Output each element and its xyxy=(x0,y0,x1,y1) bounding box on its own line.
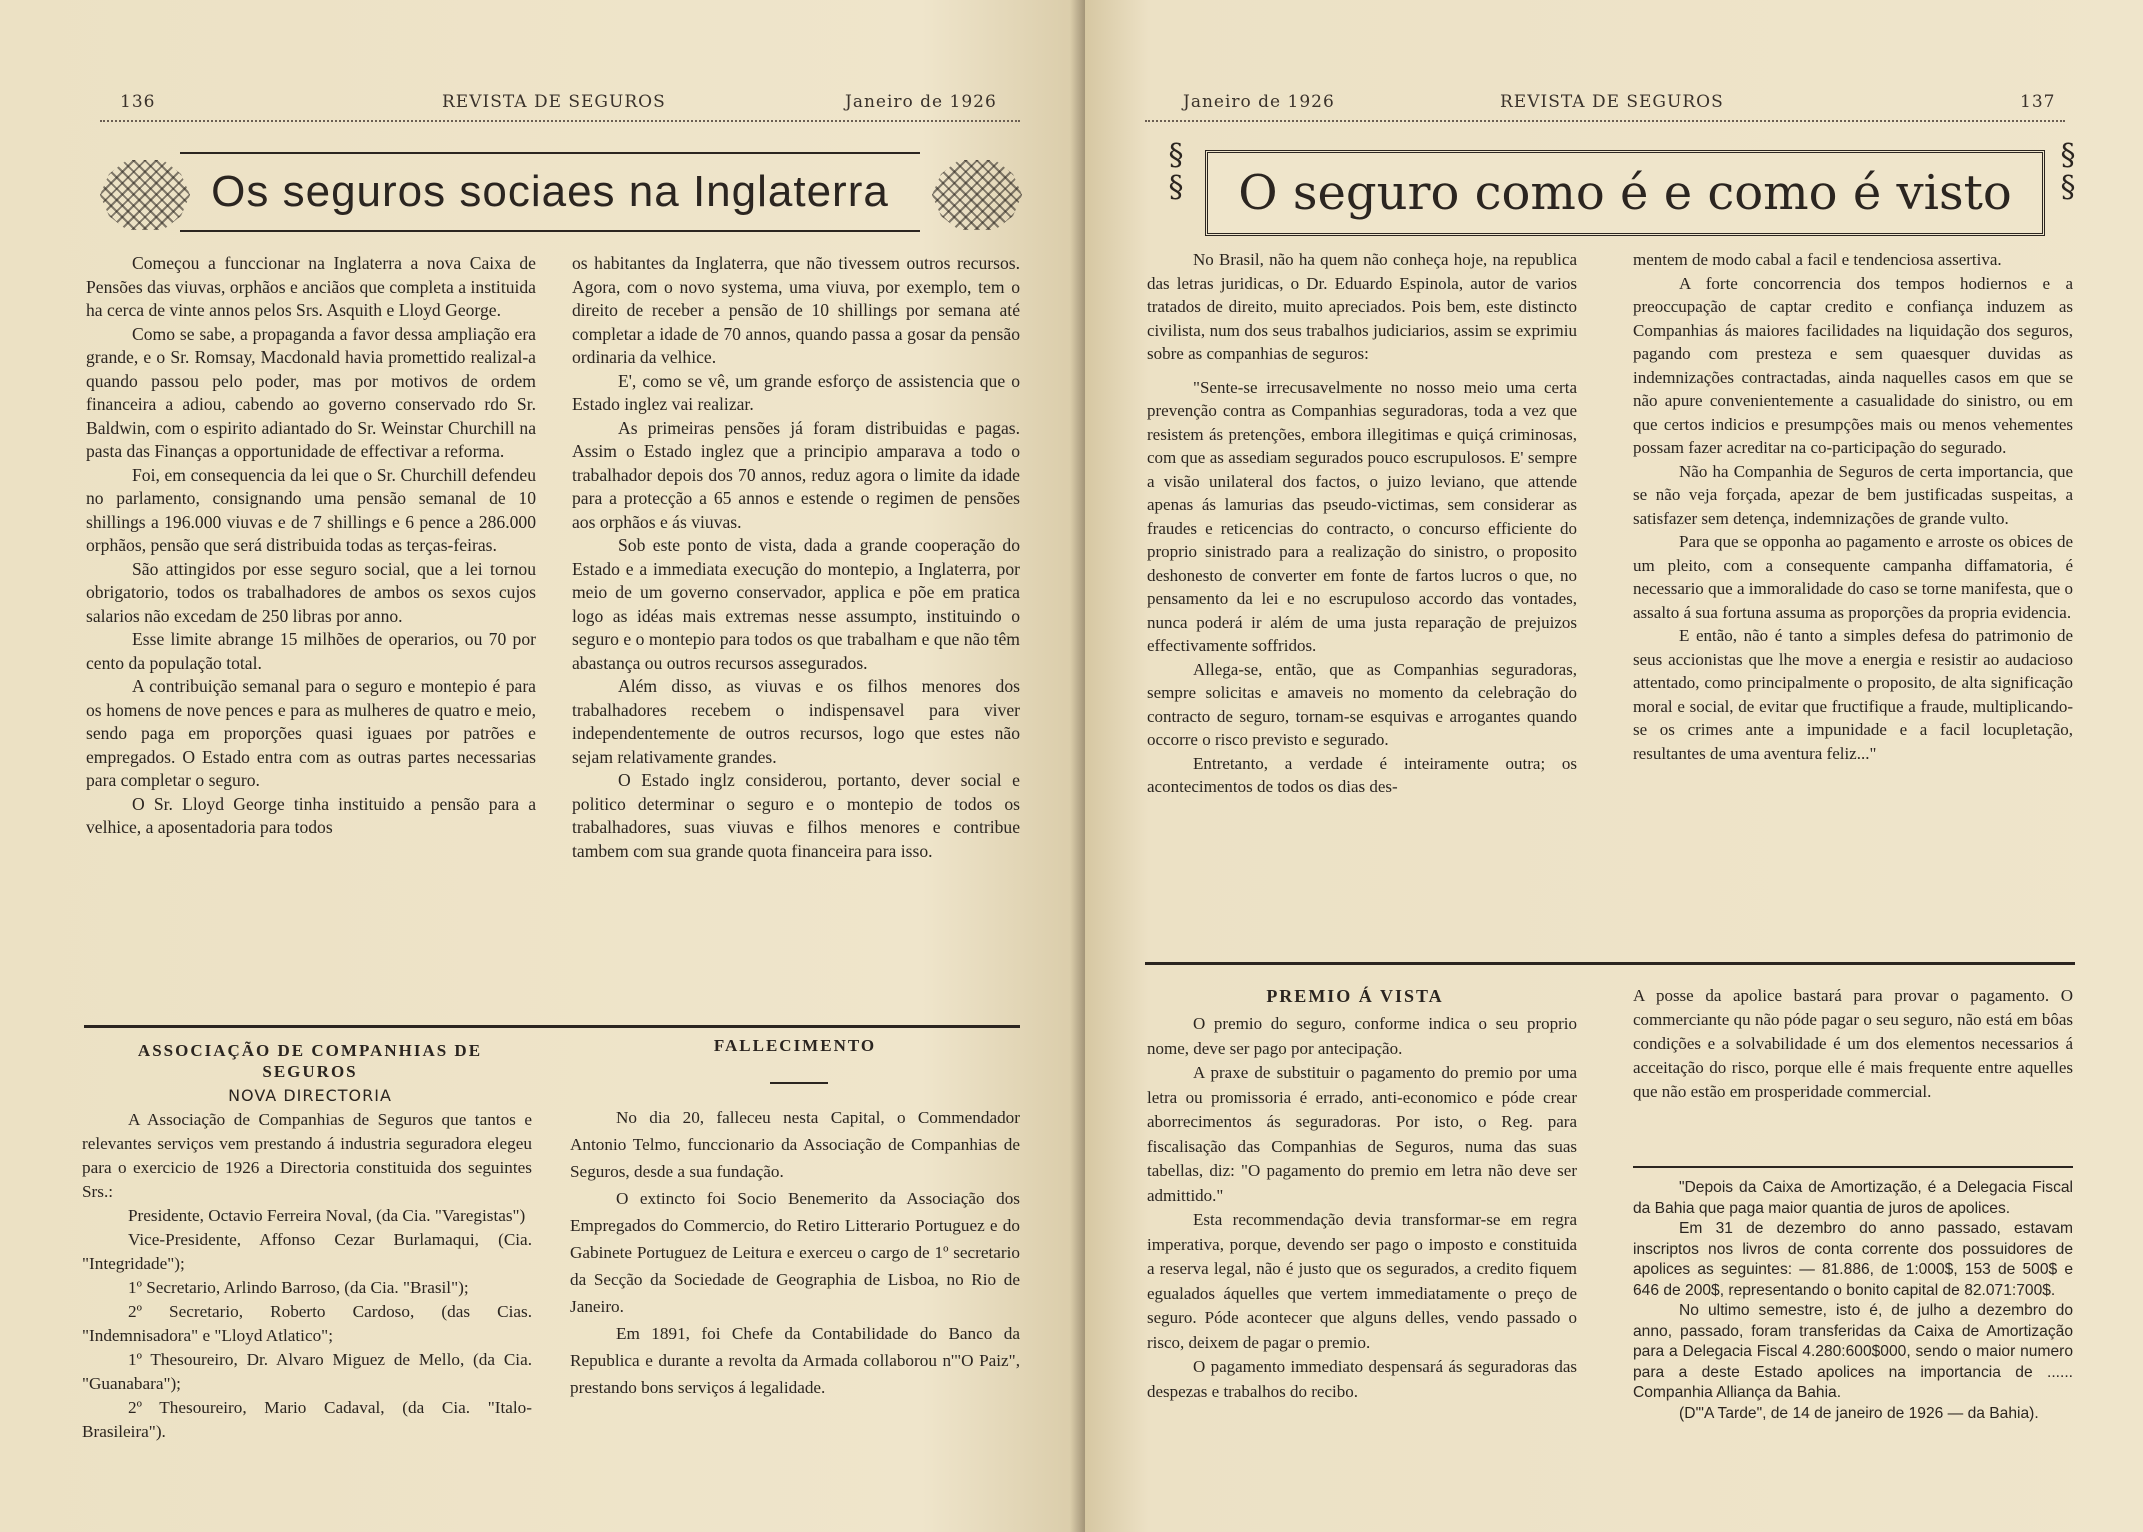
paragraph: Sob este ponto de vista, dada a grande cooperação do Estado e a immediata execução do montepio, a Inglaterra, por meio de um governo conservador, applica e põe em pratica logo as idéas mais extremas nesse assumpto, instituindo o seguro e o montepio para todos os que trabalham e que não têm abastança ou outros recursos assegurados. xyxy=(572,535,1020,673)
article-col-2 xyxy=(572,252,1020,863)
paragraph: Para que se opponha ao pagamento e arroste os obices de um pleito, com a consequente campanha diffamatoria, é necessario que a immoralidade do caso se torne manifesta, que o assalto á sua fortuna assuma as proporções da propria evidencia. xyxy=(1633,532,2073,622)
obit-rule xyxy=(770,1082,828,1084)
article-title: O seguro como é e como é visto xyxy=(1238,165,2012,221)
scroll-ornament-right: § § xyxy=(2060,138,2076,205)
directory-entry: 2º Thesoureiro, Mario Cadaval, (da Cia. "Italo-Brasileira"). xyxy=(82,1398,532,1441)
directory-entry: 2º Secretario, Roberto Cardoso, (das Cias. "Indemnisadora" e "Lloyd Atlatico"; xyxy=(82,1302,532,1345)
paragraph: mentem de modo cabal a facil e tendenciosa assertiva. xyxy=(1633,250,2002,269)
paragraph: A Associação de Companhias de Seguros que tantos e relevantes serviços vem prestando á industria seguradora elegeu para o exercicio de 1926 a Directoria constituida dos seguintes Srs.: xyxy=(82,1110,532,1201)
scroll-ornament-left: § § xyxy=(1168,138,1184,205)
running-title: REVISTA DE SEGUROS xyxy=(1500,92,1724,112)
source-note: (D'"A Tarde", de 14 de janeiro de 1926 — da Bahia). xyxy=(1679,1404,2039,1422)
directory-entry: Vice-Presidente, Affonso Cezar Burlamaqui, (Cia. "Integridade"); xyxy=(82,1230,532,1273)
assoc-heading: ASSOCIAÇÃO DE COMPANHIAS DE SEGUROS xyxy=(137,1041,483,1081)
page-number: 136 xyxy=(120,92,156,112)
paragraph: São attingidos por esse seguro social, que a lei tornou obrigatorio, todos os trabalhadores de ambos os sexos cujos salarios não excedam de 250 libras por anno. xyxy=(86,558,536,626)
paragraph: No Brasil, não ha quem não conheça hoje, na republica das letras juridicas, o Dr. Eduardo Espinola, autor de varios tratados de direito, muito apreciados. Pois bem, este distincto civilista, num dos seus trabalhos judiciarios, assim se exprimiu sobre as companhias de seguros: xyxy=(1147,250,1577,363)
paragraph: E', como se vê, um grande esforço de assistencia que o Estado inglez vai realizar. xyxy=(572,370,1020,414)
paragraph: Foi, em consequencia da lei que o Sr. Churchill defendeu no parlamento, consignando uma pensão semanal de 10 shillings a 196.000 viuvas e de 7 shillings e 6 pence a 286.000 orphãos, pensão que será distribuida todas as terças-feiras. xyxy=(86,464,536,555)
page-number: 137 xyxy=(2020,92,2056,112)
paragraph: O premio do seguro, conforme indica o seu proprio nome, deve ser pago por antecipação. xyxy=(1147,1014,1577,1058)
quote-paragraph: Entretanto, a verdade é inteiramente outra; os acontecimentos de todos os dias des- xyxy=(1147,753,1577,796)
bahia-notice xyxy=(1633,1178,2073,1424)
paragraph: Não ha Companhia de Seguros de certa importancia, que se não veja forçada, apezar de bem justificadas suspeitas, a satisfazer sem detença, indemnizações de grande vulto. xyxy=(1633,461,2073,528)
bahia-rule xyxy=(1633,1166,2073,1168)
premio-heading: PREMIO Á VISTA xyxy=(1266,986,1444,1006)
section-divider xyxy=(84,1025,1020,1028)
quote-paragraph: "Sente-se irrecusavelmente no nosso meio uma certa prevenção contra as Companhias seguradoras, toda a vez que resistem ás pretenções, embora illegitimas e quiçá criminosas, com que as assediam segurados pouco escrupulosos. E' sempre a visão unilateral dos factos, o juizo leviano, que attende apenas ás lamurias das pseudo-victimas, sem considerar as fraudes e reticencias do contracto, o concurso efficiente do proprio sinistrado para a realização do sinistro, o proposito deshonesto de converter em fonte de fartos lucros o que, no pensamento da lei e no escrupuloso accordo das vontades, nunca poderá ir além de uma justa reparação de prejuizos effectivamente soffridos. xyxy=(1147,377,1577,655)
lattice-ornament-right xyxy=(932,160,1022,230)
lattice-ornament-left xyxy=(100,160,190,230)
paragraph: Esta recommendação devia transformar-se em regra imperativa, porque, devendo ser pago o imposto e constituida a reserva legal, não é justo que os segurados, a credito fiquem egualados áquelles que vertem immediatamente o preço de seguro. Póde acontecer que alguns delles, vendo passado o risco, deixem de pagar o premio. xyxy=(1147,1210,1577,1352)
directory-entry: 1º Secretario, Arlindo Barroso, (da Cia. "Brasil"); xyxy=(128,1278,469,1297)
assoc-subheading: NOVA DIRECTORIA xyxy=(228,1086,392,1105)
paragraph: Esse limite abrange 15 milhões de operarios, ou 70 por cento da população total. xyxy=(86,629,536,673)
paragraph: Em 31 de dezembro do anno passado, estavam inscriptos nos livros de conta corrente dos possuidores de apolices as seguintes: — 81.886, de 1:000$, 153 de 500$ e 646 de 200$, representando o bonito capital de 82.071:700$. xyxy=(1633,1220,2073,1299)
premio-col-2 xyxy=(1633,984,2073,1104)
paragraph: Como se sabe, a propaganda a favor dessa ampliação era grande, e o Sr. Romsay, Macdonald havia promettido realizal-a quando passou pelo poder, mas por motivos de ordem financeira a adiou, cabendo ao governo conservado rdo Sr. Baldwin, com o espirito adiantado do Sr. Weinstar Churchill na pasta das Finanças a opportunidade de effectivar a reforma. xyxy=(86,323,536,461)
premio-col-1 xyxy=(1147,1012,1577,1404)
paragraph: A contribuição semanal para o seguro e montepio é para os homens de nove pences e para as mulheres de quatro e meio, sendo paga em proporções quasi iguaes por patrões e empregados. O Estado entra com as outras partes necessarias para completar o seguro. xyxy=(86,676,536,790)
article-col-1 xyxy=(86,252,536,840)
paragraph: Começou a funccionar na Inglaterra a nova Caixa de Pensões das viuvas, orphãos e anciãos que completa a instituida ha cerca de vinte annos pelos Srs. Asquith e Lloyd George. xyxy=(86,253,536,320)
paragraph: O pagamento immediato despensará ás seguradoras das despezas e trabalhos do recibo. xyxy=(1147,1357,1577,1401)
header-rule xyxy=(100,120,1020,122)
paragraph: As primeiras pensões já foram distribuidas e pagas. Assim o Estado inglez que a principio amparava a todo o trabalhador depois dos 70 annos, reduz agora o limite da idade para a protecção a 65 annos e estende o regimen de pensões aos orphãos e ás viuvas. xyxy=(572,417,1020,532)
article-title: Os seguros sociaes na Inglaterra xyxy=(211,167,889,216)
paragraph: E então, não é tanto a simples defesa do patrimonio de seus accionistas que lhe move a energia e resistir ao audacioso attentado, como principalmente o proposito, de alta significação moral e social, de evitar que fructifique a fraude, multiplicando-se os crimes ante a impunidade e a facil locupletação, resultantes de uma aventura feliz..." xyxy=(1633,626,2073,763)
paragraph: Além disso, as viuvas e os filhos menores dos trabalhadores recebem o indispensavel para viver independentemente de outros recursos, logo que estes não sejam relativamente grandes. xyxy=(572,676,1020,767)
paragraph: O extincto foi Socio Benemerito da Associação dos Empregados do Commercio, do Retiro Litterario Portuguez e do Gabinete Portuguez de Leitura e exerceu o cargo de 1º secretario da Secção da Sociedade de Geographia de Lisboa, no Rio de Janeiro. xyxy=(570,1189,1020,1316)
obit-body xyxy=(570,1104,1020,1401)
section-divider xyxy=(1145,962,2075,965)
paragraph: A posse da apolice bastará para provar o pagamento. O commerciante qu não póde pagar o seu seguro, não está em bôas condições e a solvabilidade é um dos elementos necessarios á acceitação do risco, porque elle é mais frequente entre aquelles que não estão em prosperidade commercial. xyxy=(1633,986,2073,1101)
running-date: Janeiro de 1926 xyxy=(1183,92,1335,112)
directory-entry: Presidente, Octavio Ferreira Noval, (da Cia. "Varegistas") xyxy=(128,1206,526,1225)
paragraph: os habitantes da Inglaterra, que não tivessem outros recursos. Agora, com o novo systema, uma viuva, por exemplo, tem o direito de receber a pensão de 10 shillings por semana até completar a idade de 70 annos, quando passa a gosar da pensão ordinaria da velhice. xyxy=(572,253,1020,367)
paragraph: O Sr. Lloyd George tinha instituido a pensão para a velhice, a aposentadoria para todos xyxy=(86,793,536,837)
title-frame xyxy=(180,152,920,232)
running-title: REVISTA DE SEGUROS xyxy=(442,92,666,112)
title-frame xyxy=(1205,150,2045,236)
paragraph: No ultimo semestre, isto é, de julho a dezembro do anno, passado, foram transferidas da Caixa de Amortização para a Delegacia Fiscal 4.280:600$000, sendo o maior numero para a deste Estado apolices na importancia de ...... Companhia Alliança da Bahia. xyxy=(1633,1302,2073,1401)
paragraph: A praxe de substituir o pagamento do premio por uma letra ou promissoria é errado, anti-economico e póde crear aborrecimentos ás seguradoras. Por isto, o Reg. para fiscalisação das Companhias de Seguros, numa das suas tabellas, diz: "O pagamento do premio em letra não deve ser admittido." xyxy=(1147,1063,1577,1205)
paragraph: Em 1891, foi Chefe da Contabilidade do Banco da Republica e durante a revolta da Armada collaborou n'"O Paiz", prestando bons serviços á legalidade. xyxy=(570,1324,1020,1397)
paragraph: A forte concorrencia dos tempos hodiernos e a preoccupação de captar credito e confiança induzem as Companhias ás maiores facilidades na liquidação dos seguros, pagando com presteza e sem quaesquer duvidas as indemnizações contractadas, ainda naquelles casos em que se não apure convenientemente a casualidade do sinistro, ou em que certos indicios e presumpções mais ou menos vehementes possam fazer acreditar na co-participação do segurado. xyxy=(1633,273,2073,457)
assoc-body xyxy=(82,1108,532,1444)
article-col-2 xyxy=(1633,248,2073,765)
directory-entry: 1º Thesoureiro, Dr. Alvaro Miguez de Mello, (da Cia. "Guanabara"); xyxy=(82,1350,532,1393)
obit-heading: FALLECIMENTO xyxy=(713,1036,877,1055)
right-page xyxy=(1085,0,2143,1532)
paragraph: O Estado inglz considerou, portanto, dever social e politico determinar o seguro e o montepio de todos os trabalhadores, suas viuvas e filhos menores e contribue tambem com sua grande quota financeira para isso. xyxy=(572,770,1020,861)
quote-paragraph: Allega-se, então, que as Companhias seguradoras, sempre solicitas e amaveis no momento da celebração do contracto de seguro, tornam-se esquivas e arrogantes quando occorre o risco previsto e segurado. xyxy=(1147,659,1577,749)
article-col-1 xyxy=(1147,248,1577,799)
paragraph: No dia 20, falleceu nesta Capital, o Commendador Antonio Telmo, funccionario da Associação de Companhias de Seguros, desde a sua fundação. xyxy=(570,1108,1020,1181)
header-rule xyxy=(1145,120,2065,122)
running-date: Janeiro de 1926 xyxy=(845,92,997,112)
paragraph: "Depois da Caixa de Amortização, é a Delegacia Fiscal da Bahia que paga maior quantia de juros de apolices. xyxy=(1633,1179,2073,1217)
